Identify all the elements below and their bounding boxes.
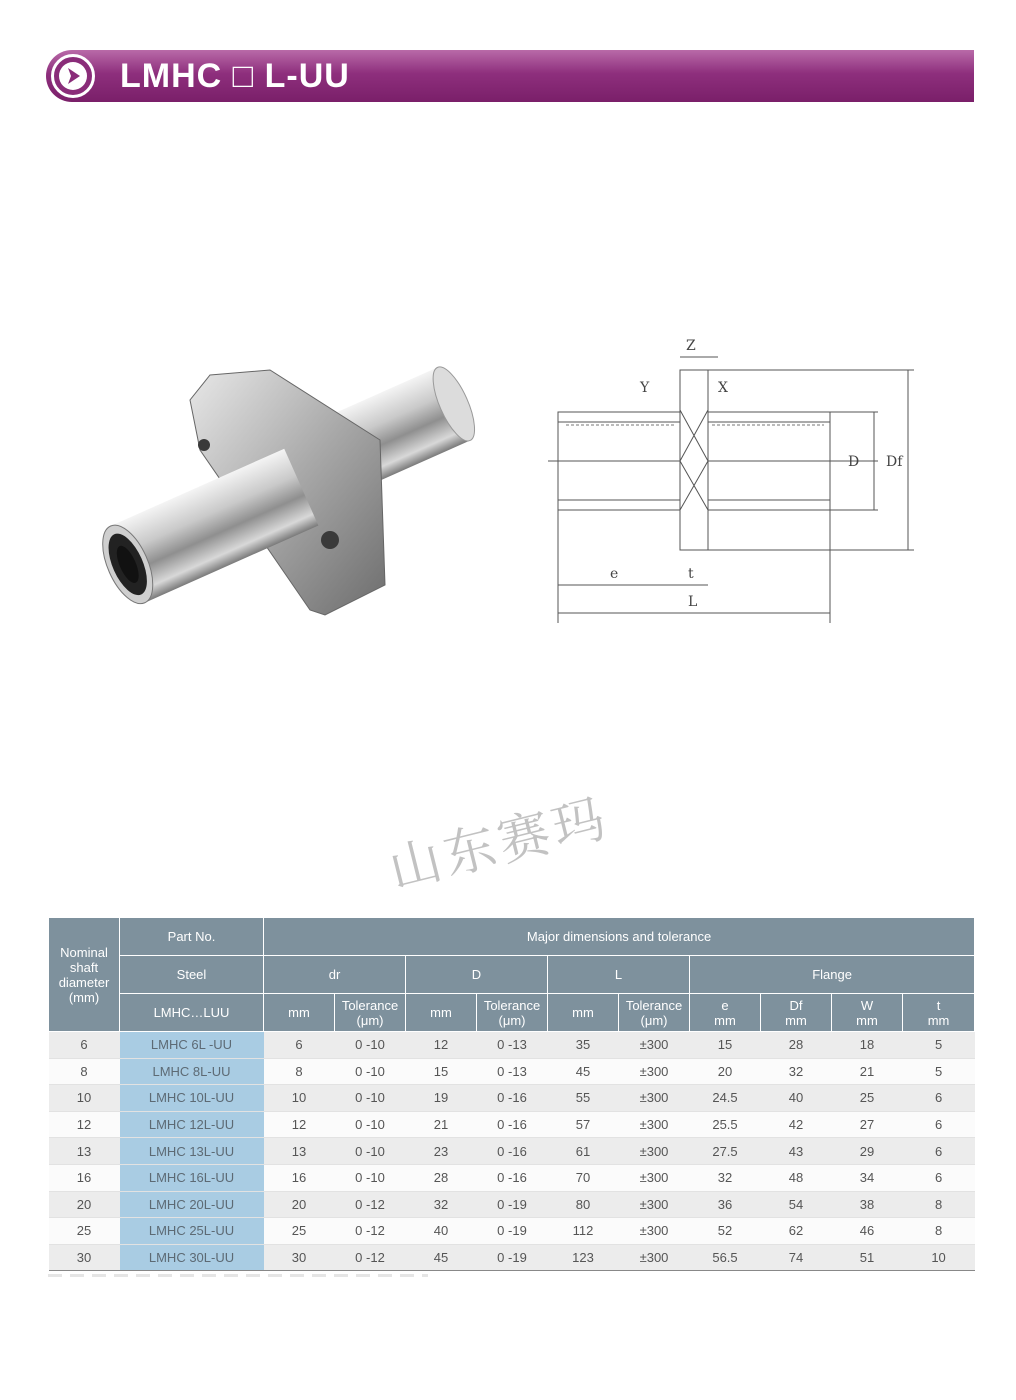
table-row	[49, 1218, 975, 1245]
table-cell: 8	[903, 1218, 975, 1245]
table-cell: 27	[832, 1111, 903, 1138]
table-cell: 0 -16	[477, 1164, 548, 1191]
table-cell: 6	[903, 1111, 975, 1138]
part-number-cell: LMHC 20L-UU	[120, 1191, 264, 1218]
table-cell: 0 -12	[335, 1191, 406, 1218]
table-cell: 43	[761, 1138, 832, 1165]
table-cell: 55	[548, 1085, 619, 1112]
label-d: D	[848, 454, 860, 470]
table-cell: ±300	[619, 1058, 690, 1085]
table-cell: 25	[832, 1085, 903, 1112]
header-steel: Steel	[120, 956, 264, 994]
table-cell: 45	[548, 1058, 619, 1085]
title-banner	[46, 50, 974, 102]
table-cell: 57	[548, 1111, 619, 1138]
table-cell: 28	[761, 1032, 832, 1059]
spec-table	[48, 917, 975, 1271]
header-L: L	[548, 956, 690, 994]
table-cell: ±300	[619, 1032, 690, 1059]
table-cell: 21	[832, 1058, 903, 1085]
table-cell: 0 -19	[477, 1191, 548, 1218]
table-cell: 0 -19	[477, 1218, 548, 1245]
table-cell: 70	[548, 1164, 619, 1191]
table-cell: 25	[49, 1218, 120, 1245]
table-cell: ±300	[619, 1164, 690, 1191]
table-cell: 28	[406, 1164, 477, 1191]
table-cell: 0 -16	[477, 1111, 548, 1138]
table-cell: 40	[761, 1085, 832, 1112]
label-t: t	[688, 566, 694, 582]
header-L-mm: mm	[548, 994, 619, 1032]
table-cell: 52	[690, 1218, 761, 1245]
table-row	[49, 1085, 975, 1112]
arrow-icon	[51, 54, 95, 98]
table-cell: 10	[264, 1085, 335, 1112]
table-cell: 8	[49, 1058, 120, 1085]
table-cell: 0 -10	[335, 1085, 406, 1112]
table-cell: 13	[49, 1138, 120, 1165]
table-cell: 0 -10	[335, 1138, 406, 1165]
header-D-mm: mm	[406, 994, 477, 1032]
table-cell: 5	[903, 1032, 975, 1059]
page-title: LMHC □ L-UU	[120, 57, 350, 95]
table-cell: 18	[832, 1032, 903, 1059]
table-cell: 40	[406, 1218, 477, 1245]
table-cell: 74	[761, 1244, 832, 1271]
table-row	[49, 1191, 975, 1218]
header-df: Df mm	[761, 994, 832, 1032]
table-cell: 29	[832, 1138, 903, 1165]
table-row	[49, 1164, 975, 1191]
table-row	[49, 1244, 975, 1271]
table-cell: 36	[690, 1191, 761, 1218]
header-part-no: Part No.	[120, 918, 264, 956]
header-t: t mm	[903, 994, 975, 1032]
header-dr-tol: Tolerance (μm)	[335, 994, 406, 1032]
part-number-cell: LMHC 8L-UU	[120, 1058, 264, 1085]
label-y: Y	[640, 380, 650, 396]
header-e: e mm	[690, 994, 761, 1032]
table-cell: 30	[264, 1244, 335, 1271]
table-cell: 0 -13	[477, 1058, 548, 1085]
table-cell: 0 -16	[477, 1085, 548, 1112]
table-cell: 56.5	[690, 1244, 761, 1271]
header-major: Major dimensions and tolerance	[264, 918, 975, 956]
table-cell: 25	[264, 1218, 335, 1245]
header-dr-mm: mm	[264, 994, 335, 1032]
table-cell: ±300	[619, 1111, 690, 1138]
table-cell: 6	[903, 1085, 975, 1112]
table-cell: 19	[406, 1085, 477, 1112]
table-cell: ±300	[619, 1191, 690, 1218]
table-cell: 12	[264, 1111, 335, 1138]
table-cell: 51	[832, 1244, 903, 1271]
part-number-cell: LMHC 30L-UU	[120, 1244, 264, 1271]
table-cell: 6	[903, 1164, 975, 1191]
table-cell: 16	[49, 1164, 120, 1191]
dimension-drawing	[548, 330, 928, 630]
table-cell: 32	[690, 1164, 761, 1191]
table-cell: 12	[49, 1111, 120, 1138]
label-df: Df	[886, 454, 903, 470]
part-number-cell: LMHC 6L -UU	[120, 1032, 264, 1059]
table-cell: 123	[548, 1244, 619, 1271]
table-cell: 25.5	[690, 1111, 761, 1138]
table-cell: 0 -12	[335, 1218, 406, 1245]
table-cell: 15	[406, 1058, 477, 1085]
label-l: L	[688, 594, 698, 610]
table-cell: 32	[761, 1058, 832, 1085]
table-cell: 6	[49, 1032, 120, 1059]
table-cell: 0 -12	[335, 1244, 406, 1271]
header-L-tol: Tolerance (μm)	[619, 994, 690, 1032]
table-cell: 13	[264, 1138, 335, 1165]
table-cell: 0 -10	[335, 1058, 406, 1085]
table-cell: ±300	[619, 1244, 690, 1271]
footnote-faint	[48, 1274, 428, 1277]
header-flange: Flange	[690, 956, 975, 994]
table-cell: 16	[264, 1164, 335, 1191]
table-cell: 5	[903, 1058, 975, 1085]
table-cell: 10	[49, 1085, 120, 1112]
spec-table-body	[49, 1032, 975, 1271]
table-cell: ±300	[619, 1138, 690, 1165]
label-z: Z	[686, 338, 696, 354]
part-number-cell: LMHC 12L-UU	[120, 1111, 264, 1138]
part-number-cell: LMHC 10L-UU	[120, 1085, 264, 1112]
bearing-photo	[80, 360, 480, 630]
table-cell: 12	[406, 1032, 477, 1059]
table-cell: 23	[406, 1138, 477, 1165]
table-cell: 20	[690, 1058, 761, 1085]
part-number-cell: LMHC 25L-UU	[120, 1218, 264, 1245]
table-cell: 24.5	[690, 1085, 761, 1112]
table-cell: ±300	[619, 1218, 690, 1245]
table-cell: 0 -10	[335, 1111, 406, 1138]
table-cell: 62	[761, 1218, 832, 1245]
table-cell: 27.5	[690, 1138, 761, 1165]
table-cell: ±300	[619, 1085, 690, 1112]
table-cell: 10	[903, 1244, 975, 1271]
label-e: e	[610, 566, 619, 582]
table-cell: 8	[264, 1058, 335, 1085]
table-cell: 6	[264, 1032, 335, 1059]
table-row	[49, 1138, 975, 1165]
header-D: D	[406, 956, 548, 994]
table-cell: 46	[832, 1218, 903, 1245]
table-cell: 54	[761, 1191, 832, 1218]
header-dr: dr	[264, 956, 406, 994]
table-cell: 20	[49, 1191, 120, 1218]
header-w: W mm	[832, 994, 903, 1032]
table-cell: 45	[406, 1244, 477, 1271]
table-cell: 38	[832, 1191, 903, 1218]
table-row	[49, 1032, 975, 1059]
table-cell: 8	[903, 1191, 975, 1218]
table-row	[49, 1111, 975, 1138]
table-cell: 0 -13	[477, 1032, 548, 1059]
table-cell: 21	[406, 1111, 477, 1138]
table-cell: 20	[264, 1191, 335, 1218]
table-cell: 80	[548, 1191, 619, 1218]
label-x: X	[718, 380, 728, 396]
watermark-text: 山东赛玛	[383, 788, 616, 901]
table-cell: 61	[548, 1138, 619, 1165]
table-cell: 48	[761, 1164, 832, 1191]
table-cell: 42	[761, 1111, 832, 1138]
table-cell: 32	[406, 1191, 477, 1218]
table-row	[49, 1058, 975, 1085]
header-part-pattern: LMHC…LUU	[120, 994, 264, 1032]
table-cell: 35	[548, 1032, 619, 1059]
table-cell: 34	[832, 1164, 903, 1191]
header-nominal: Nominal shaft diameter (mm)	[49, 918, 120, 1032]
table-cell: 30	[49, 1244, 120, 1271]
table-cell: 0 -16	[477, 1138, 548, 1165]
part-number-cell: LMHC 13L-UU	[120, 1138, 264, 1165]
part-number-cell: LMHC 16L-UU	[120, 1164, 264, 1191]
table-cell: 0 -10	[335, 1164, 406, 1191]
table-cell: 15	[690, 1032, 761, 1059]
table-cell: 0 -19	[477, 1244, 548, 1271]
table-cell: 112	[548, 1218, 619, 1245]
header-D-tol: Tolerance (μm)	[477, 994, 548, 1032]
table-cell: 6	[903, 1138, 975, 1165]
table-cell: 0 -10	[335, 1032, 406, 1059]
